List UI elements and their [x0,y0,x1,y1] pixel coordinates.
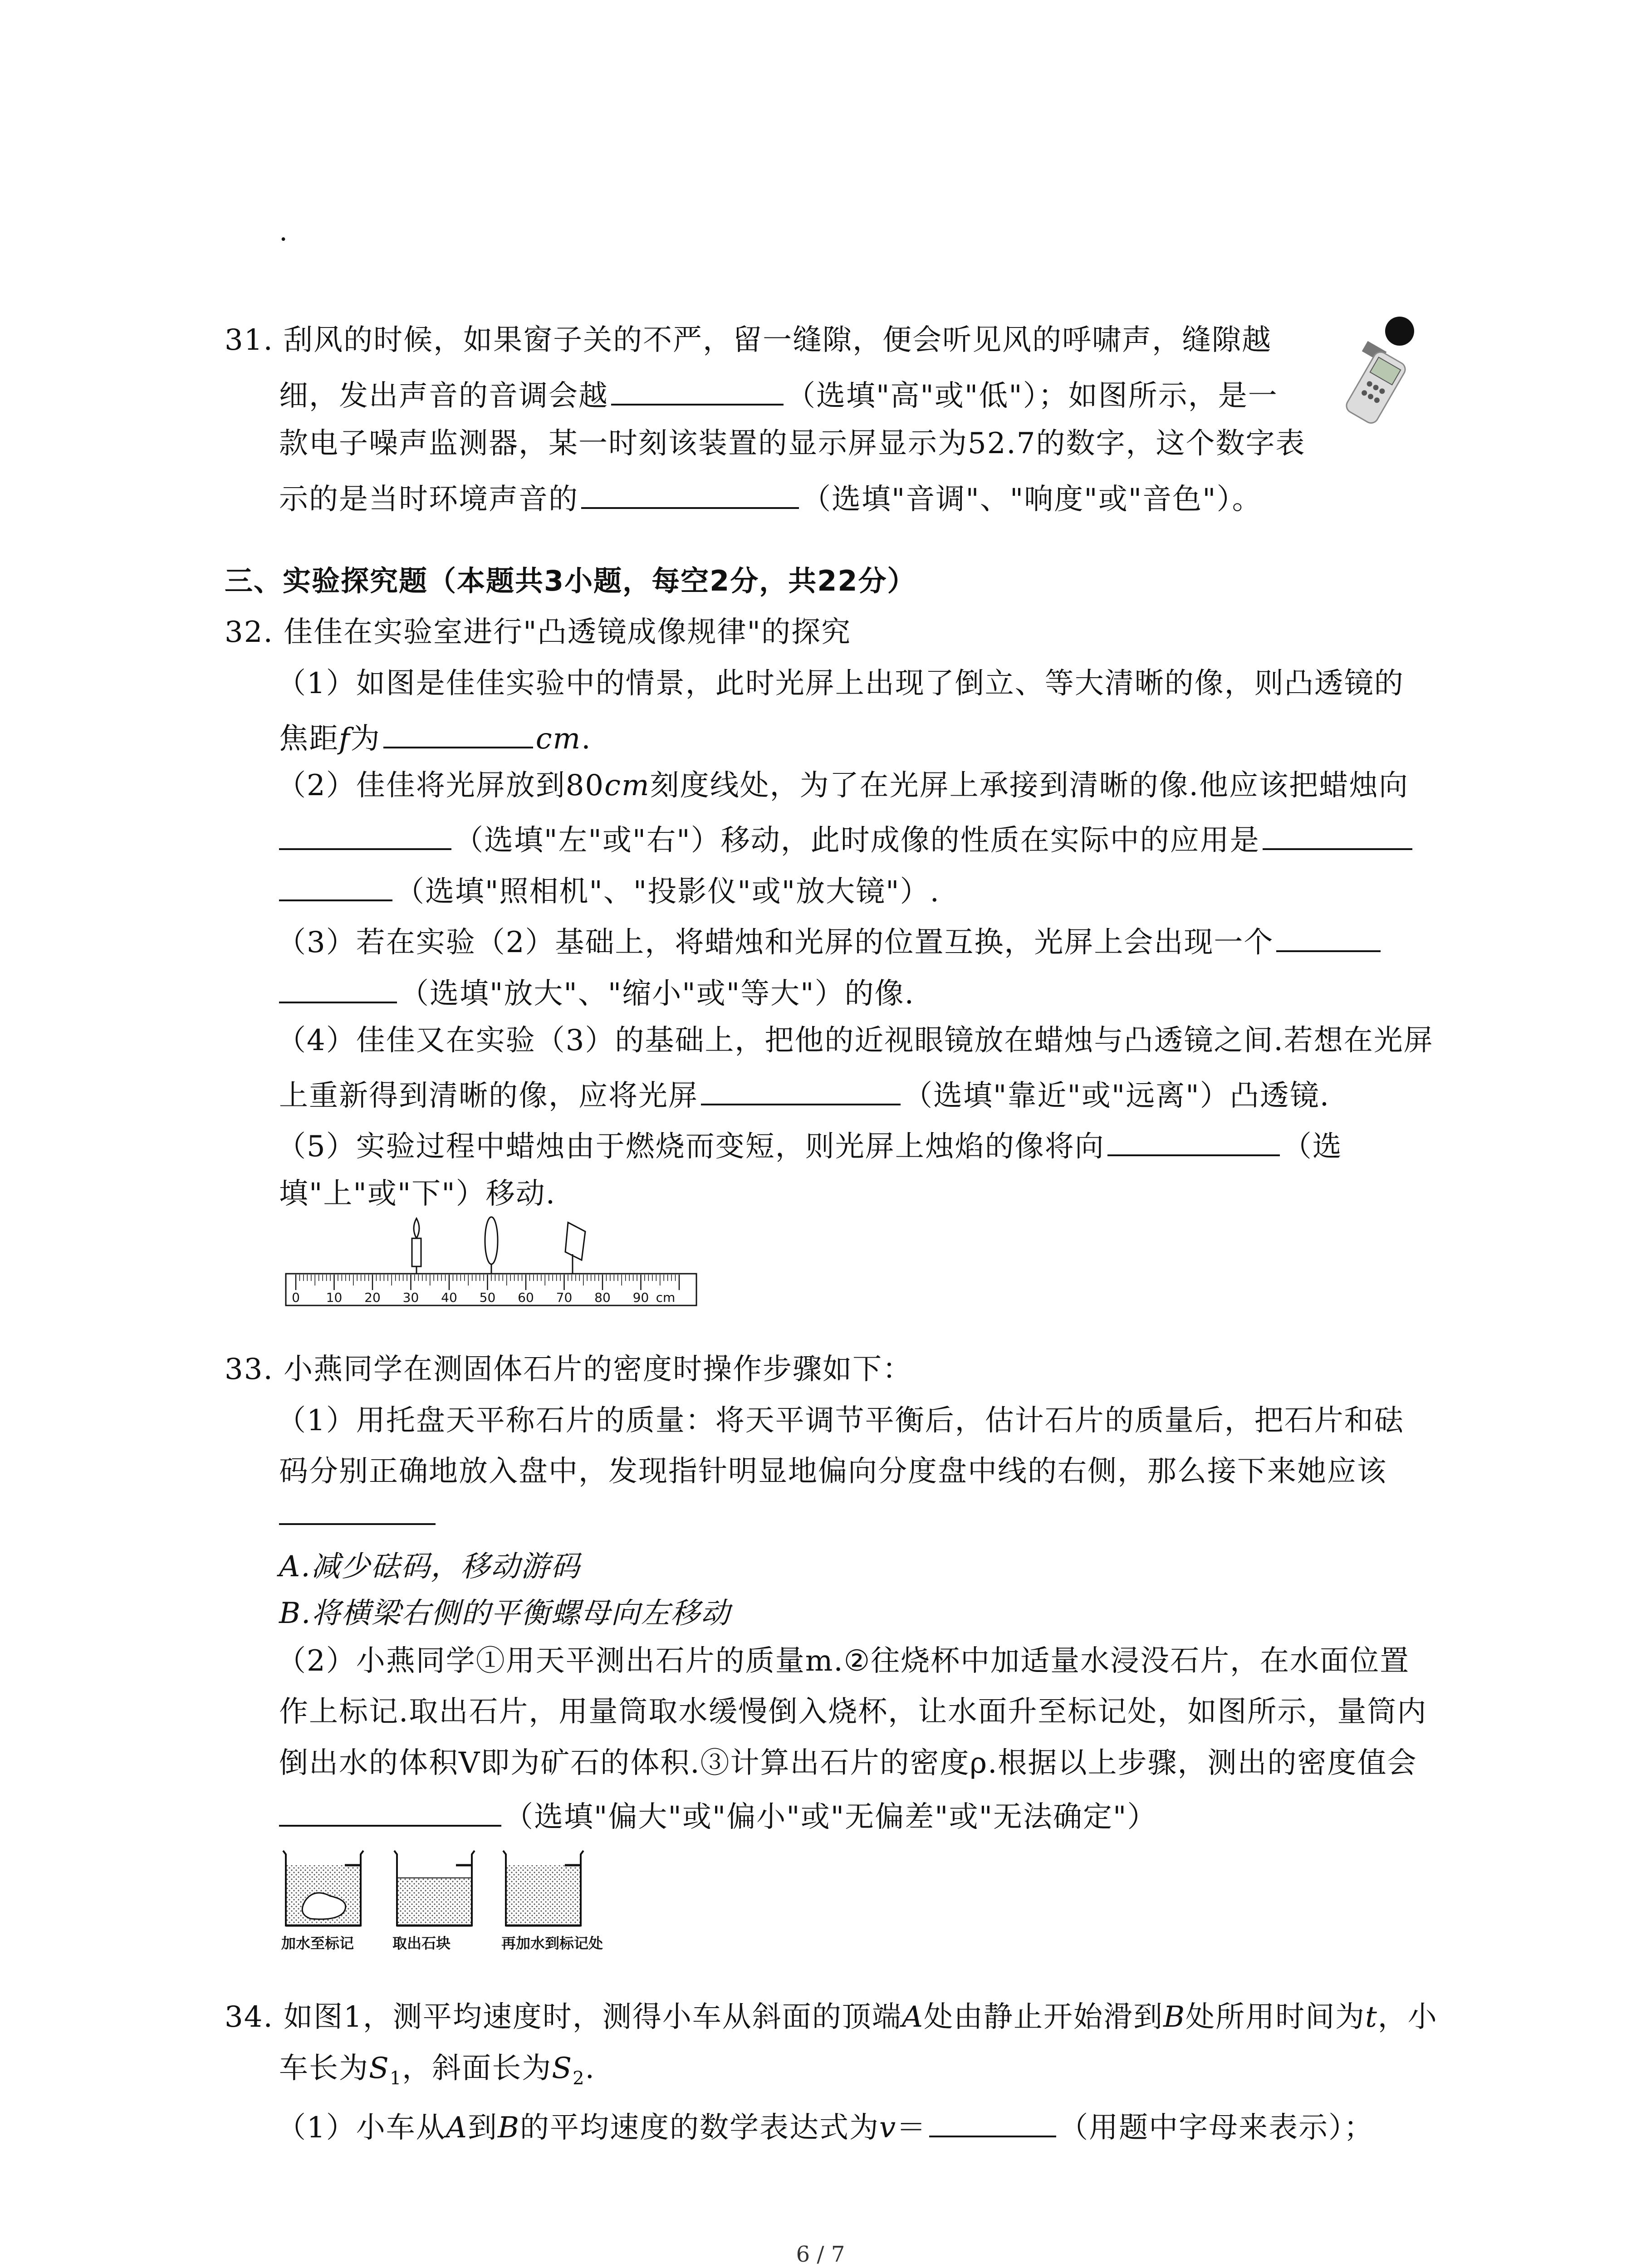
q34-l3-post: （用题中字母来表示）； [1059,2111,1374,2145]
q34-l2-text: 车长为 [279,2052,369,2085]
noise-meter-figure [1332,313,1422,435]
ruler-label: cm [656,1290,676,1305]
light-screen-icon [565,1222,585,1274]
section-3-title: 三、实验探究题（本题共3小题，每空2分，共22分） [225,564,916,597]
q32-p2-line-2 [279,822,1415,855]
var-v: v [879,2111,897,2145]
answer-blank[interactable] [279,975,397,1003]
ruler-label: 10 [326,1290,343,1305]
candle-icon [412,1218,421,1274]
q34-line-3 [277,2109,1374,2145]
ruler-label: 80 [594,1290,611,1305]
var-f: f [339,722,351,756]
q34-l3-mid2: 的平均速度的数学表达式为 [519,2111,879,2145]
q31-line-1: 31. 刮风的时候，如果窗子关的不严，留一缝隙，便会听见风的呼啸声，缝隙越 [225,323,1272,357]
caption-remove-stone: 取出石块 [392,1935,451,1952]
q32-p5-line-1 [277,1128,1342,1161]
q34-l3-mid: 到 [467,2111,498,2145]
q32-p3-line-2 [279,975,915,1011]
q33-p2-line-2: 作上标记.取出石片，用量筒取水缓慢倒入烧杯，让水面升至标记处，如图所示，量筒内 [279,1695,1427,1729]
answer-blank[interactable] [279,822,451,850]
caption-add-water: 加水至标记 [281,1935,354,1952]
q34-line-2 [279,2054,595,2087]
q33-p2-line-1: （2）小燕同学①用天平测出石片的质量m.②往烧杯中加适量水浸没石片，在水面位置 [277,1644,1410,1678]
q32-p5-tail: （选 [1282,1130,1342,1163]
ruler-label: 70 [556,1290,573,1305]
q32-p2-tail: 刻度线处，为了在光屏上承接到清晰的像.他应该把蜡烛向 [650,769,1409,802]
q34-l3-text: （1）小车从 [277,2111,446,2145]
q31-line-2-tail: （选填"高"或"低"）；如图所示，是一 [786,379,1278,413]
q34-mid2: 处所用时间为 [1185,2000,1366,2034]
q33-option-b: B.将横梁右侧的平衡螺母向左移动 [279,1597,731,1630]
q33-p1-line-1: （1）用托盘天平称石片的质量：将天平调节平衡后，估计石片的质量后，把石片和砝 [277,1404,1404,1437]
var-a: A [901,2000,924,2034]
q34-line-1 [225,2000,1438,2034]
q32-p1-line-2 [279,720,592,756]
answer-blank[interactable] [1276,924,1381,952]
q32-p3-text: （3）若在实验（2）基础上，将蜡烛和光屏的位置互换，光屏上会出现一个 [277,926,1274,959]
q32-p1-post: . [581,722,592,756]
q31-line-3: 款电子噪声监测器，某一时刻该装置的显示屏显示为52.7的数字，这个数字表 [279,427,1306,460]
answer-blank[interactable] [929,2109,1056,2137]
q33-p2-line-3: 倒出水的体积V即为矿石的体积.③计算出石片的密度ρ.根据以上步骤，测出的密度值会 [279,1746,1417,1780]
ruler-label: 0 [292,1290,300,1305]
q33-option-a: A.减少砝码，移动游码 [279,1550,581,1584]
q31-line-4 [279,481,1262,514]
answer-blank[interactable] [279,1497,436,1525]
beaker-2 [394,1851,475,1926]
ruler-label: 40 [441,1290,457,1305]
q34-text: 34. 如图1，测平均速度时，测得小车从斜面的顶端 [225,2000,902,2034]
q33-p1-line-2: 码分别正确地放入盘中，发现指针明显地偏向分度盘中线的右侧，那么接下来她应该 [279,1455,1387,1488]
q32-p5-text: （5）实验过程中蜡烛由于燃烧而变短，则光屏上烛焰的像将向 [277,1130,1105,1163]
q32-p3-line-1 [277,924,1383,957]
beakers-figure [277,1833,622,1955]
q33-p2-post: （选填"偏大"或"偏小"或"无偏差"或"无法确定"） [504,1800,1157,1834]
answer-blank[interactable] [701,1077,901,1105]
optical-bench-figure [281,1207,703,1315]
q31-line-4-tail: （选填"音调"、"响度"或"音色"）。 [802,483,1262,516]
q32-p4-text: 上重新得到清晰的像，应将光屏 [279,1079,698,1113]
q32-intro: 32. 佳佳在实验室进行"凸透镜成像规律"的探究 [225,616,851,649]
ruler-label: 30 [402,1290,419,1305]
q32-p1-line-1: （1）如图是佳佳实验中的情景，此时光屏上出现了倒立、等大清晰的像，则凸透镜的 [277,667,1404,700]
var-a: A [446,2111,468,2145]
q32-p2-line-3 [279,873,940,909]
q32-p2-mid: （选填"左"或"右"）移动，此时成像的性质在实际中的应用是 [454,824,1260,857]
beaker-3 [503,1851,583,1926]
q34-post: ，小 [1377,2000,1438,2034]
top-mark: . [279,215,288,247]
var-s2-sub: 2 [573,2068,585,2089]
q32-p4-line-1: （4）佳佳又在实验（3）的基础上，把他的近视眼镜放在蜡烛与凸透镜之间.若想在光屏 [277,1024,1434,1057]
var-b: B [1163,2000,1186,2034]
q33-p1-blank-line [279,1497,438,1530]
q32-p1-text: 焦距 [279,722,339,756]
answer-blank[interactable] [611,377,784,406]
q31-line-2-text: 细，发出声音的音调会越 [279,379,608,413]
q32-p4-line-2 [279,1077,1330,1113]
unit-cm: cm [604,769,650,802]
answer-blank[interactable] [1107,1128,1280,1156]
q32-p2-line-1 [277,771,1409,800]
var-s1-sub: 1 [389,2068,402,2089]
answer-blank[interactable] [581,481,799,509]
q32-p3-post: （选填"放大"、"缩小"或"等大"）的像. [400,977,915,1011]
ruler-label: 20 [364,1290,381,1305]
answer-blank[interactable] [383,720,533,748]
q31-line-2 [279,377,1278,411]
ruler-label: 90 [632,1290,649,1305]
var-t: t [1365,2000,1378,2034]
page-number: 6 / 7 [796,2242,845,2267]
q32-p2-text: （2）佳佳将光屏放到80 [277,769,605,802]
beaker-1 [283,1851,363,1926]
q32-p4-post: （选填"靠近"或"远离"）凸透镜. [903,1079,1330,1113]
answer-blank[interactable] [1263,822,1412,850]
unit-cm: cm [535,722,582,756]
q31-line-4-text: 示的是当时环境声音的 [279,483,578,516]
q34-l2-post: . [585,2052,595,2085]
equals-sign: ＝ [896,2111,927,2145]
answer-blank[interactable] [279,873,392,901]
ruler-label: 60 [518,1290,534,1305]
convex-lens-icon [485,1217,498,1274]
var-b: B [497,2111,520,2145]
ruler-label: 50 [479,1290,496,1305]
answer-blank[interactable] [279,1799,501,1827]
caption-refill-water: 再加水到标记处 [501,1935,603,1952]
q32-p1-mid: 为 [350,722,381,756]
var-s1: S [369,2052,390,2085]
q33-p2-line-4 [279,1799,1157,1832]
q34-l2-mid: ，斜面长为 [402,2052,552,2085]
q34-mid: 处由静止开始滑到 [924,2000,1164,2034]
var-s2: S [552,2052,573,2085]
q32-p2-post: （选填"照相机"、"投影仪"或"放大镜"）. [395,875,940,909]
q32-p5-line-2: 填"上"或"下"）移动. [279,1177,556,1211]
q33-intro: 33. 小燕同学在测固体石片的密度时操作步骤如下： [225,1353,913,1386]
